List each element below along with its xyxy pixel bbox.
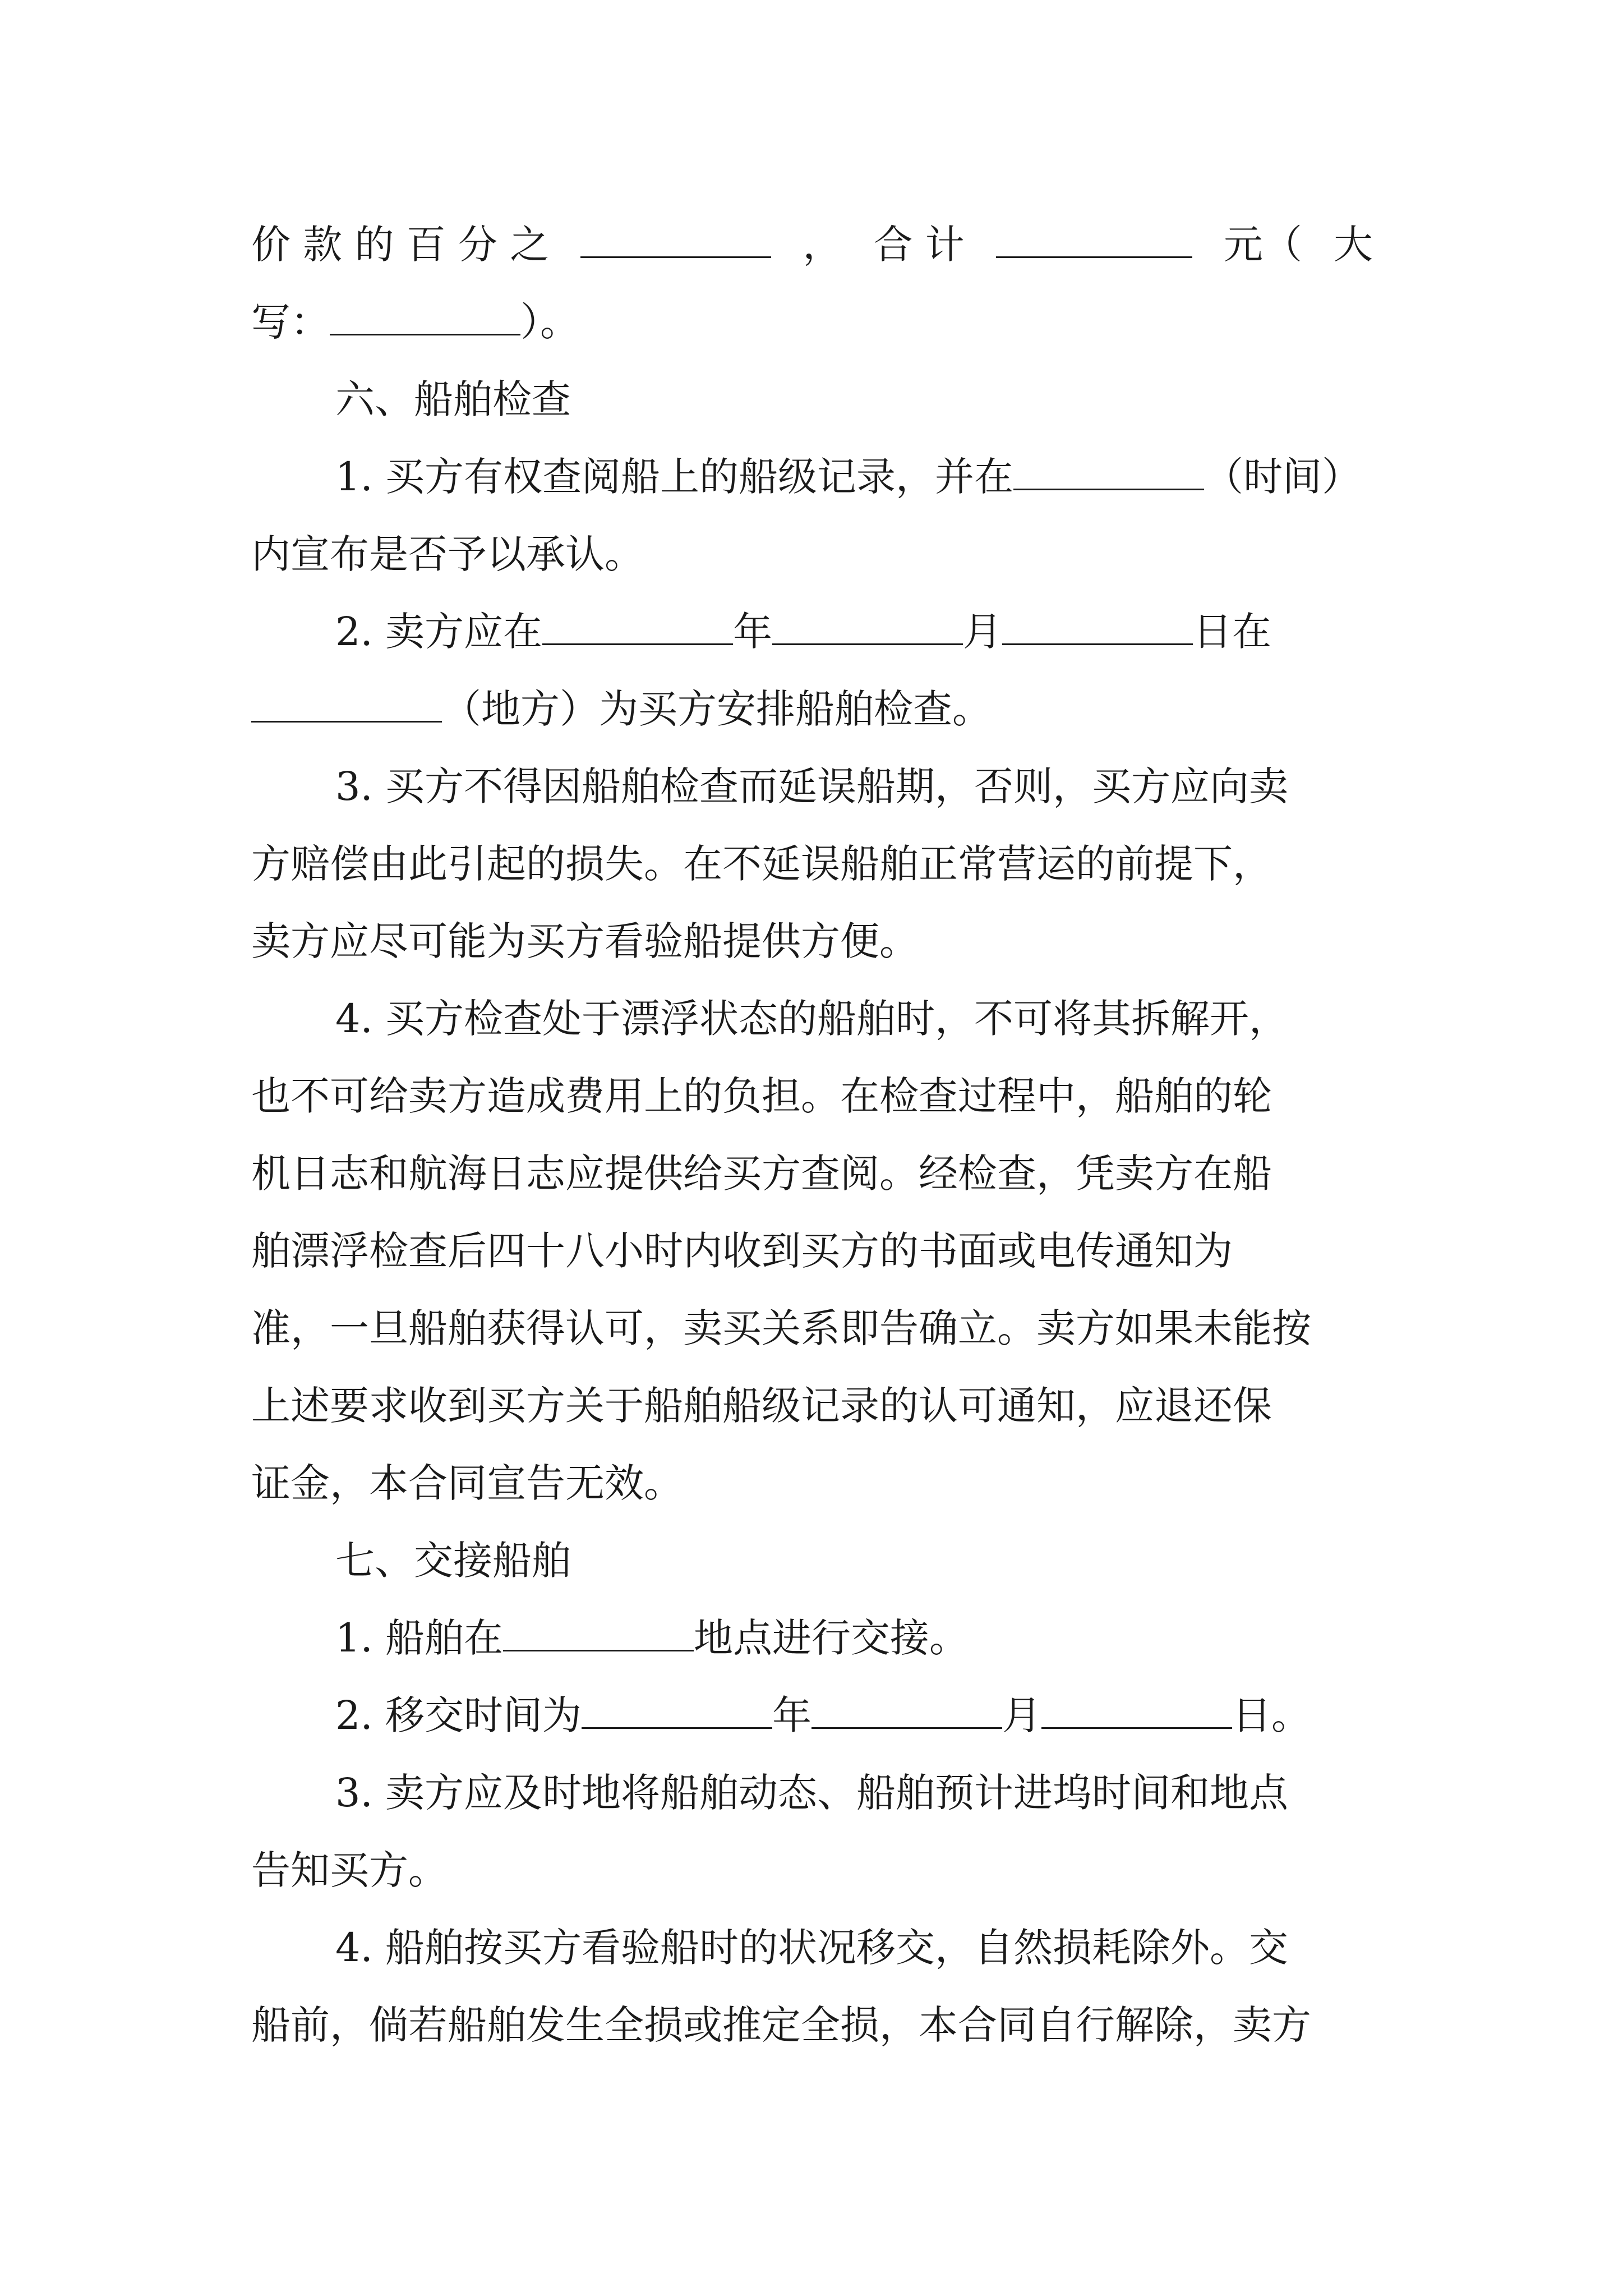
clause-7-4-cont: 船前，倘若船舶发生全损或推定全损，本合同自行解除，卖方	[251, 2002, 1311, 2048]
section-heading: 七、交接船舶	[335, 1538, 571, 1584]
blank-handover-place[interactable]	[503, 1614, 694, 1651]
blank-year[interactable]	[582, 1691, 772, 1729]
blank-year[interactable]	[542, 608, 733, 645]
text-segment: 日。	[1232, 1692, 1311, 1738]
clause-7-3-cont: 告知买方。	[251, 1847, 448, 1893]
blank-month[interactable]	[811, 1691, 1002, 1729]
text-segment: 年	[772, 1692, 812, 1738]
clause-6-4-cont: 证金，本合同宣告无效。	[251, 1460, 683, 1506]
clause-7-1	[335, 1611, 1373, 1665]
clause-7-4: 4. 船舶按买方看验船时的状况移交，自然损耗除外。交	[335, 1925, 1289, 1971]
blank-time[interactable]	[1013, 453, 1204, 490]
text-segment: 大	[1334, 222, 1373, 268]
clause-6-3-cont: 卖方应尽可能为买方看验船提供方便。	[251, 918, 919, 964]
text-segment: （时间）	[1204, 454, 1362, 500]
text-segment: 元（	[1223, 222, 1302, 268]
text-segment: 价 款 的 百 分 之	[251, 222, 550, 268]
clause-6-4-cont: 准，一旦船舶获得认可，卖买关系即告确立。卖方如果未能按	[251, 1305, 1311, 1351]
text-segment: 2. 移交时间为	[335, 1692, 582, 1738]
clause-6-1-cont: 内宣布是否予以承认。	[251, 531, 644, 577]
text-segment: 日在	[1193, 609, 1272, 655]
clause-6-2	[335, 605, 1373, 659]
clause-6-4-cont: 也不可给卖方造成费用上的负担。在检查过程中，船舶的轮	[251, 1073, 1272, 1119]
text-segment: 2. 卖方应在	[335, 609, 543, 655]
text-segment: （地方）为买方安排船舶检查。	[442, 686, 992, 732]
blank-amount-in-words[interactable]	[330, 298, 520, 335]
clause-7-3: 3. 卖方应及时地将船舶动态、船舶预计进坞时间和地点	[335, 1770, 1289, 1816]
clause-6-4-cont: 机日志和航海日志应提供给买方查阅。经检查，凭卖方在船	[251, 1151, 1272, 1197]
text-segment: 写：	[251, 299, 330, 345]
blank-day[interactable]	[1002, 608, 1193, 645]
blank-day[interactable]	[1041, 1691, 1232, 1729]
blank-month[interactable]	[772, 608, 963, 645]
text-segment: 年	[733, 609, 773, 655]
text-segment: 1. 船舶在	[335, 1615, 504, 1661]
payment-clause-line	[251, 295, 1373, 349]
text-segment: 月	[1002, 1692, 1042, 1738]
clause-6-1	[335, 450, 1373, 504]
blank-total-amount[interactable]	[996, 220, 1192, 258]
clause-7-2	[335, 1688, 1373, 1742]
clause-6-3: 3. 买方不得因船舶检查而延误船期，否则，买方应向卖	[335, 763, 1289, 809]
text-segment: 1. 买方有权查阅船上的船级记录，并在	[335, 454, 1014, 500]
text-segment: 月	[963, 609, 1003, 655]
blank-place[interactable]	[251, 685, 442, 723]
clause-6-4-cont: 舶漂浮检查后四十八小时内收到买方的书面或电传通知为	[251, 1228, 1233, 1274]
blank-percentage[interactable]	[580, 220, 771, 258]
payment-clause-line	[251, 218, 1373, 272]
text-segment: 合 计	[873, 222, 965, 268]
clause-6-4-cont: 上述要求收到买方关于船舶船级记录的认可通知，应退还保	[251, 1383, 1272, 1429]
text-segment: ）。	[520, 299, 579, 345]
text-segment: ，	[803, 222, 842, 268]
text-segment: 地点进行交接。	[694, 1615, 969, 1661]
clause-6-3-cont: 方赔偿由此引起的损失。在不延误船舶正常营运的前提下，	[251, 841, 1272, 887]
clause-6-4: 4. 买方检查处于漂浮状态的船舶时，不可将其拆解开，	[335, 996, 1289, 1042]
clause-6-2-cont	[251, 682, 1373, 736]
section-heading: 六、船舶检查	[335, 376, 571, 422]
